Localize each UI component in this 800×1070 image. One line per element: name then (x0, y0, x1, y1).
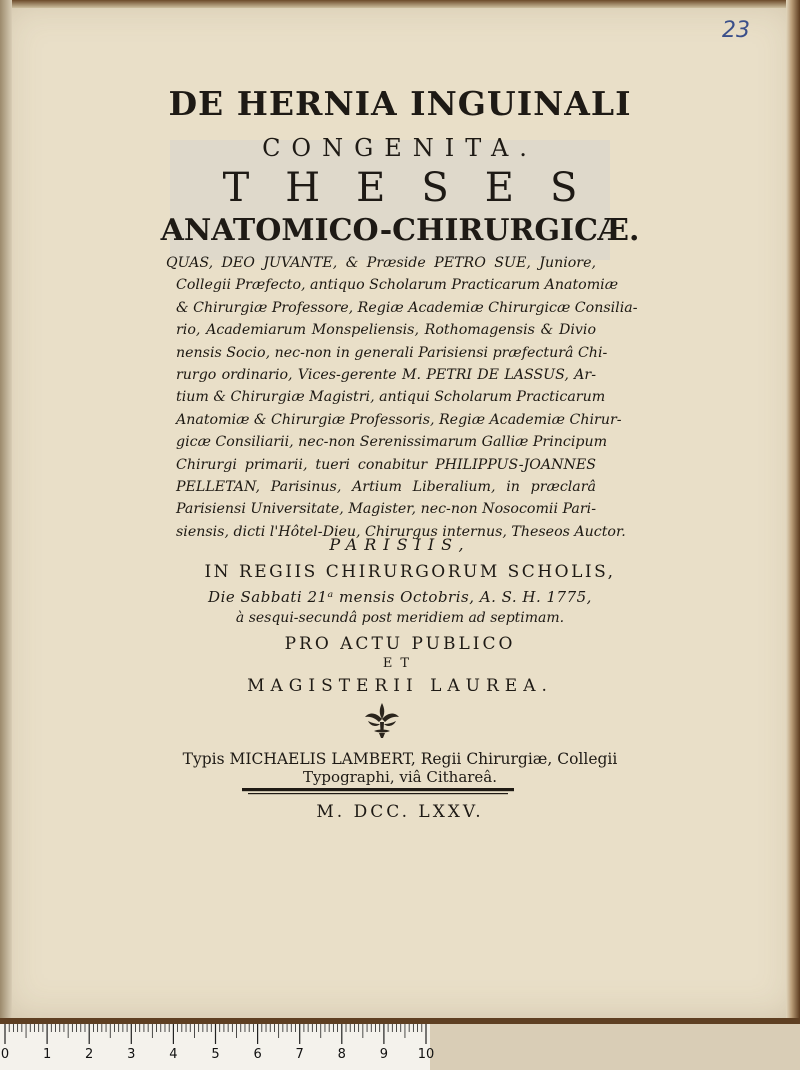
paragraph-line: siensis, dicti l'Hôtel-Dieu, Chirurgus internus, Theseos Auctor. (176, 523, 626, 540)
imprint-place: PARISIIS, (329, 535, 471, 554)
fleuron-ornament-icon (362, 700, 402, 740)
paragraph-line: gicæ Consiliarii, nec-non Serenissimarum Galliæ Principum (176, 434, 608, 451)
paragraph-line: rio, Academiarum Monspeliensis, Rothomagensis & Divio (176, 322, 596, 339)
ruler-label: 5 (211, 1047, 220, 1062)
title-line-1: DE HERNIA INGUINALI (168, 84, 632, 123)
double-rule-divider (242, 787, 514, 796)
ruler-label: 8 (337, 1047, 346, 1062)
imprint-pro-actu: PRO ACTU PUBLICO (284, 634, 516, 654)
imprint-school: IN REGIIS CHIRURGORUM SCHOLIS, (204, 562, 616, 582)
measurement-ruler (0, 1024, 435, 1070)
page-top-edge (0, 0, 800, 8)
title-line-4: ANATOMICO-CHIRURGICÆ. (160, 213, 640, 248)
imprint-time: à sesqui-secundâ post meridiem ad septimam. (235, 610, 565, 626)
ruler-label: 9 (379, 1047, 389, 1062)
ruler-label: 4 (169, 1047, 178, 1062)
ruler-label: 0 (0, 1047, 10, 1062)
paragraph-line: PELLETAN, Parisinus, Artium Liberalium, in præclarâ (176, 479, 596, 496)
printer-line-1: Typis MICHAELIS LAMBERT, Regii Chirurgiæ, Collegii (182, 750, 618, 768)
publication-year: M. DCC. LXXV. (316, 802, 484, 822)
printer-line-2: Typographi, viâ Cithareâ. (302, 768, 498, 786)
paragraph-line: Chirurgi primarii, tueri conabitur PHILIPPUS-JOANNES (176, 456, 596, 473)
title-line-3: THESES (222, 165, 614, 211)
imprint-et: ET (382, 656, 418, 671)
paragraph-line: Collegii Præfecto, antiquo Scholarum Practicarum Anatomiæ (176, 277, 619, 294)
ruler-label: 2 (85, 1047, 94, 1062)
ruler-label: 7 (295, 1047, 304, 1062)
ruler-label: 6 (253, 1047, 262, 1062)
paragraph-line: rurgo ordinario, Vices-gerente M. PETRI DE LASSUS, Ar- (176, 367, 596, 384)
imprint-magisterii: MAGISTERII LAUREA. (247, 676, 553, 696)
paragraph-line: tium & Chirurgiæ Magistri, antiqui Scholarum Practicarum (176, 389, 606, 406)
paragraph-line: nensis Socio, nec-non in generali Parisiensi præfecturâ Chi- (176, 344, 608, 361)
dedication-paragraph (166, 252, 638, 543)
ruler-label: 10 (417, 1047, 435, 1062)
paragraph-line: QUAS, DEO JUVANTE, & Præside PETRO SUE, Juniore, (166, 255, 596, 271)
paragraph-line: & Chirurgiæ Professore, Regiæ Academiæ Chirurgicæ Consilia- (176, 299, 638, 316)
paragraph-line: Parisiensi Universitate, Magister, nec-non Nosocomii Pari- (176, 501, 596, 518)
paragraph-line: Anatomiæ & Chirurgiæ Professoris, Regiæ Academiæ Chirur- (176, 411, 622, 428)
title-line-2: CONGENITA. (262, 134, 538, 162)
page-number: 23 (722, 18, 750, 43)
ruler-ticks (0, 1024, 430, 1048)
ruler-label: 3 (127, 1047, 136, 1062)
ruler-label: 1 (42, 1047, 52, 1062)
imprint-date: Die Sabbati 21ᵃ mensis Octobris, A. S. H. 1775, (208, 588, 592, 606)
